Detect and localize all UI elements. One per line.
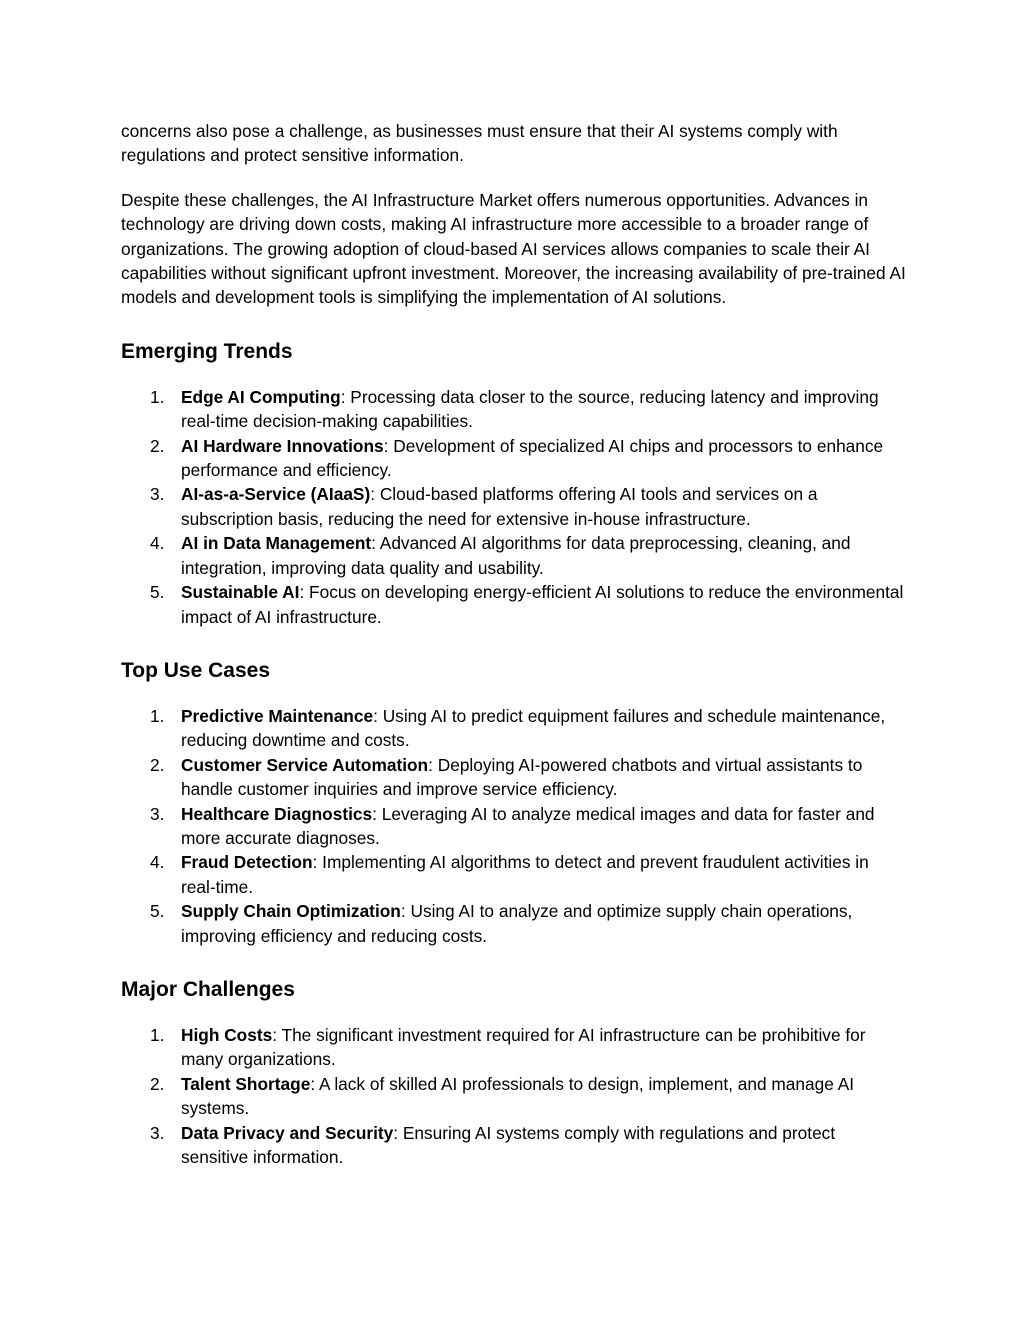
section-heading-major-challenges: Major Challenges: [121, 977, 295, 1001]
list-item: [121, 580, 906, 629]
list-term: Customer Service Automation: [181, 754, 429, 775]
list-number: 3.: [150, 803, 165, 824]
list-item: [121, 434, 906, 483]
list-term: High Costs: [181, 1024, 273, 1045]
list-description: : Advanced AI algorithms for data preprocessing, cleaning, and integration, improving data quality and usability.: [181, 533, 851, 578]
list-description: : Using AI to predict equipment failures and schedule maintenance, reducing downtime and costs.: [181, 705, 886, 751]
major-challenges-list: [121, 1023, 906, 1169]
list-term: Sustainable AI: [181, 582, 300, 603]
document-page: [121, 119, 906, 1169]
body-paragraph: Despite these challenges, the AI Infrastructure Market offers numerous opportunities. Advances in technology are driving down costs, making AI infrastructure more accessible to a broader range of organizations. The growing adoption of cloud-based AI services allows companies to scale their AI capabilities without significant upfront investment. Moreover, the increasing availability of pre-trained AI models and development tools is simplifying the implementation of AI solutions.: [121, 189, 906, 308]
list-item: [121, 531, 906, 580]
section-heading-top-use-cases: Top Use Cases: [121, 658, 270, 682]
list-description: : Using AI to analyze and optimize supply chain operations, improving efficiency and reducing costs.: [181, 901, 853, 946]
list-description: : Development of specialized AI chips and processors to enhance performance and efficiency.: [181, 435, 884, 481]
list-number: 1.: [150, 705, 165, 726]
list-item: [121, 802, 906, 851]
list-number: 2.: [150, 435, 165, 456]
list-number: 5.: [150, 901, 165, 922]
list-description: : Implementing AI algorithms to detect and prevent fraudulent activities in real-time.: [181, 852, 869, 897]
list-term: Healthcare Diagnostics: [181, 803, 373, 824]
list-number: 1.: [150, 1024, 165, 1045]
top-use-cases-list: [121, 704, 906, 948]
list-item: [121, 899, 906, 948]
list-number: 3.: [150, 1122, 165, 1143]
list-description: : Leveraging AI to analyze medical images and data for faster and more accurate diagnoses.: [181, 803, 875, 848]
list-number: 4.: [150, 852, 165, 873]
list-term: Predictive Maintenance: [181, 705, 374, 726]
list-description: : A lack of skilled AI professionals to design, implement, and manage AI systems.: [181, 1073, 855, 1119]
list-description: : Ensuring AI systems comply with regulations and protect sensitive information.: [181, 1122, 836, 1167]
emerging-trends-list: [121, 385, 906, 629]
section-heading-emerging-trends: Emerging Trends: [121, 339, 293, 363]
list-number: 2.: [150, 754, 165, 775]
list-item: [121, 482, 906, 531]
list-description: : Deploying AI-powered chatbots and virtual assistants to handle customer inquiries and improve service efficiency.: [181, 754, 863, 800]
list-term: AI-as-a-Service (AIaaS): [181, 484, 371, 505]
list-description: : Focus on developing energy-efficient AI solutions to reduce the environmental impact of AI infrastructure.: [181, 582, 904, 627]
list-number: 5.: [150, 582, 165, 603]
list-item: [121, 1121, 906, 1170]
body-paragraph: concerns also pose a challenge, as businesses must ensure that their AI systems comply with regulations and protect sensitive information.: [121, 121, 838, 166]
list-number: 2.: [150, 1073, 165, 1094]
list-term: Supply Chain Optimization: [181, 901, 401, 922]
list-item: [121, 1023, 906, 1072]
list-term: Edge AI Computing: [181, 386, 341, 407]
list-item: [121, 850, 906, 899]
list-number: 1.: [150, 386, 165, 407]
list-term: Fraud Detection: [181, 852, 313, 873]
list-description: : Processing data closer to the source, reducing latency and improving real-time decision-making capabilities.: [181, 386, 879, 432]
list-item: [121, 753, 906, 802]
list-item: [121, 385, 906, 434]
list-number: 4.: [150, 533, 165, 554]
list-item: [121, 704, 906, 753]
list-term: Talent Shortage: [181, 1073, 311, 1094]
list-item: [121, 1072, 906, 1121]
list-description: : The significant investment required for AI infrastructure can be prohibitive for many organizations.: [181, 1024, 866, 1070]
list-term: AI Hardware Innovations: [181, 435, 384, 456]
list-term: Data Privacy and Security: [181, 1122, 394, 1143]
list-description: : Cloud-based platforms offering AI tools and services on a subscription basis, reducing the need for extensive in-house infrastructure.: [181, 484, 818, 529]
list-number: 3.: [150, 484, 165, 505]
list-term: AI in Data Management: [181, 533, 372, 554]
